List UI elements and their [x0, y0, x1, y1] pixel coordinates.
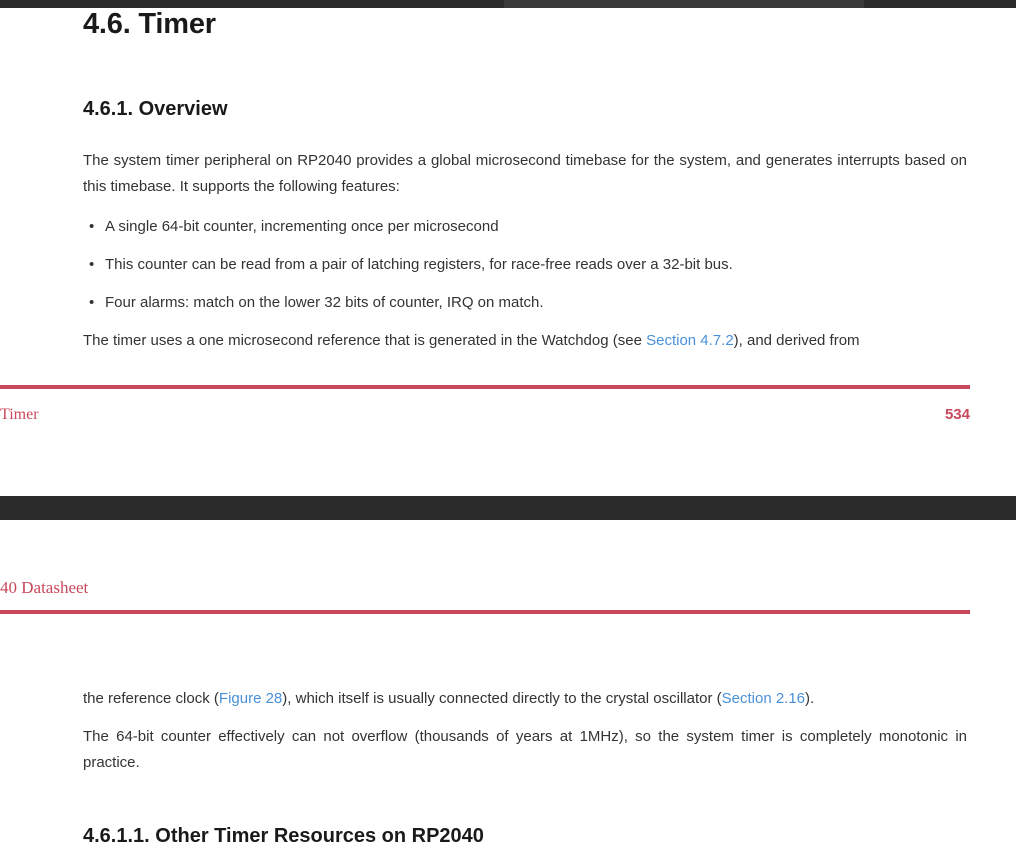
reference-clock-paragraph-block [83, 686, 967, 712]
subsection-heading-block [83, 98, 967, 121]
document-page-534 [0, 8, 1016, 496]
counter-overflow-paragraph: The 64-bit counter effectively can not overflow (thousands of years at 1MHz), so the system timer is completely monotonic in practice. [83, 728, 967, 771]
overview-intro-paragraph: The system timer peripheral on RP2040 provides a global microsecond timebase for the system, and generates interrupts based on this timebase. It supports the following features: [83, 152, 967, 195]
timer-reference-paragraph-block [83, 328, 967, 354]
timer-reference-text-before: The timer uses a one microsecond reference that is generated in the Watchdog (see [83, 332, 647, 349]
subsection-heading-overview: 4.6.1. Overview [83, 98, 228, 120]
header-rule [0, 610, 970, 614]
viewer-top-band-highlight [504, 0, 864, 8]
reference-clock-text-between: ), which itself is usually connected directly to the crystal oscillator ( [282, 690, 722, 707]
footer-rule [0, 385, 970, 389]
list-item: • This counter can be read from a pair of latching registers, for race-free reads over a 32-bit bus. [105, 252, 967, 278]
timer-reference-paragraph [83, 328, 967, 354]
page-separator-band [0, 496, 1016, 520]
overview-intro-paragraph-block [83, 148, 967, 200]
list-item: • A single 64-bit counter, incrementing once per microsecond [105, 214, 967, 240]
viewer-top-band [0, 0, 1016, 8]
timer-feature-list-block [83, 214, 967, 328]
reference-clock-text-before: the reference clock ( [83, 690, 219, 707]
reference-clock-paragraph [83, 686, 967, 712]
link-section-2-16[interactable]: Section 2.16 [721, 690, 806, 707]
counter-overflow-paragraph-block [83, 724, 967, 776]
page-title: 4.6. Timer [83, 8, 216, 40]
timer-reference-text-after: ), and derived from [733, 332, 860, 349]
footer-section-label: Timer [0, 406, 39, 423]
subsection-heading-other-timer-resources: 4.6.1.1. Other Timer Resources on RP2040 [83, 825, 484, 847]
next-subsection-heading-block [83, 825, 967, 848]
page-footer [0, 406, 970, 428]
link-section-4-7-2[interactable]: Section 4.7.2 [646, 332, 734, 349]
list-item: • Four alarms: match on the lower 32 bits of counter, IRQ on match. [105, 290, 967, 316]
header-document-title: 40 Datasheet [0, 578, 89, 597]
page-header [0, 578, 970, 602]
reference-clock-text-after: ). [805, 690, 815, 707]
document-page-535 [0, 520, 1016, 851]
page-title-block [83, 8, 967, 41]
link-figure-28[interactable]: Figure 28 [218, 690, 283, 707]
timer-feature-list [83, 214, 967, 316]
footer-page-number: 534 [944, 406, 970, 423]
